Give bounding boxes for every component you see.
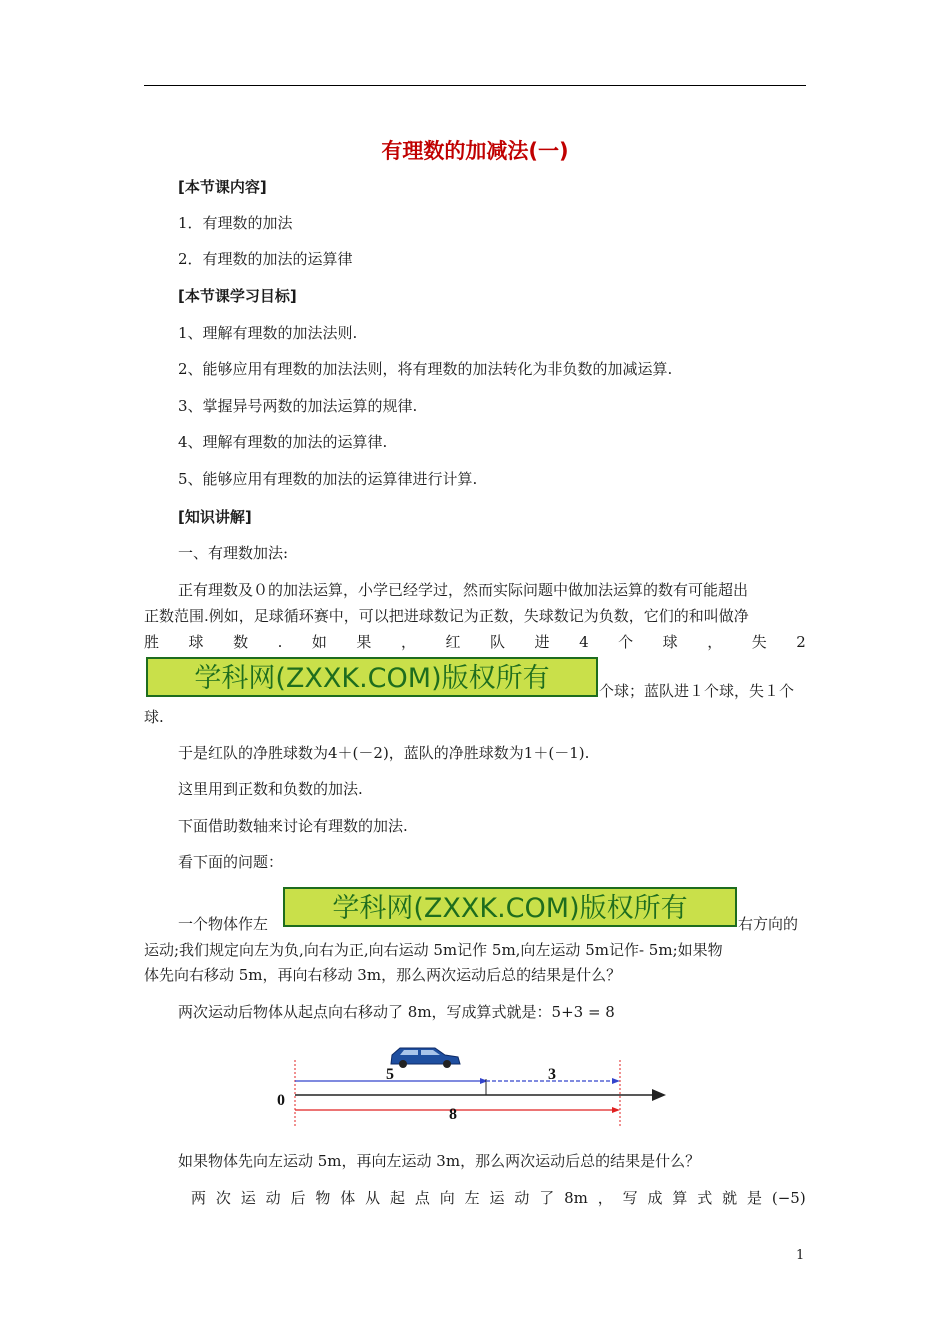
para4: 下面借助数轴来讨论有理数的加法. [178,817,408,835]
header-rule [144,85,806,86]
goal-item-5: 5、能够应用有理数的加法的运算律进行计算. [178,470,478,488]
word: 球 [188,633,204,651]
section-goals-heading: [本节课学习目标] [178,287,297,305]
word: 个 [618,633,634,651]
total-label: 8 [449,1106,457,1123]
word: 了 [539,1189,555,1207]
number-line-figure [270,1035,670,1135]
word: ， [707,633,723,651]
word: . [277,633,283,651]
page-title: 有理数的加减法(一) [381,139,569,163]
word: 式 [697,1189,713,1207]
para7: 两次运动后物体从起点向右移动了 8m，写成算式就是：5+3 = 8 [178,1003,615,1021]
word: 点 [414,1189,430,1207]
word: 动 [514,1189,530,1207]
total-arrowhead [612,1107,620,1113]
content-item-1: 1．有理数的加法 [178,214,293,232]
word: 写 [622,1189,638,1207]
word: 进 [534,633,550,651]
word: 体 [340,1189,356,1207]
word: 2 [796,633,806,651]
word: 4 [579,633,589,651]
knowledge-subheading: 一、有理数加法: [178,544,289,562]
word: 从 [365,1189,381,1207]
para1-line4-tail: 个球；蓝队进１个球，失１个 [599,682,795,700]
word: 左 [464,1189,480,1207]
para6-head: 一个物体作左 [178,915,269,933]
word: 后 [290,1189,306,1207]
para6-line3: 体先向右移动 5m，再向右移动 3m，那么两次运动后总的结果是什么？ [144,966,622,984]
goal-item-4: 4、理解有理数的加法的运算律. [178,433,388,451]
word: 胜 [144,633,160,651]
word: 球 [662,633,678,651]
word: 8m [564,1189,588,1207]
para1-line2: 正数范围.例如，足球循环赛中，可以把进球数记为正数，失球数记为负数，它们的和叫做净 [144,607,749,625]
para3: 这里用到正数和负数的加法. [178,780,363,798]
watermark-banner: 学科网(ZXXK.COM)版权所有 [283,887,737,927]
word: 次 [215,1189,231,1207]
word: 红 [445,633,461,651]
word: 两 [191,1189,207,1207]
para6-tail: 右方向的 [738,915,799,933]
word: 就 [722,1189,738,1207]
word: 失 [751,633,767,651]
para9-line1 [191,1188,806,1208]
para1-line1: 正有理数及０的加法运算，小学已经学过，然而实际问题中做加法运算的数有可能超出 [178,581,749,599]
word: 向 [439,1189,455,1207]
word: 动 [265,1189,281,1207]
section-knowledge-heading: [知识讲解] [178,508,252,526]
para1-line5: 球. [144,708,164,726]
goal-item-3: 3、掌握异号两数的加法运算的规律. [178,397,418,415]
word: ， [400,633,416,651]
word: 成 [647,1189,663,1207]
para1-line3 [144,632,806,652]
origin-label: 0 [277,1092,285,1109]
goal-item-2: 2、能够应用有理数的加法法则，将有理数的加法转化为非负数的加减运算. [178,360,673,378]
watermark-banner: 学科网(ZXXK.COM)版权所有 [146,657,598,697]
word: ， [597,1189,613,1207]
word: 队 [490,633,506,651]
para5: 看下面的问题： [178,853,284,871]
para2: 于是红队的净胜球数为4＋(－2)，蓝队的净胜球数为1＋(－1). [178,744,590,762]
goal-item-1: 1、理解有理数的加法法则. [178,324,358,342]
word: 起 [390,1189,406,1207]
segment2-label: 3 [548,1066,556,1083]
page-number: 1 [796,1248,805,1263]
para8: 如果物体先向左运动 5m，再向左运动 3m，那么两次运动后总的结果是什么？ [178,1152,701,1170]
content-item-2: 2．有理数的加法的运算律 [178,250,353,268]
word: 数 [233,633,249,651]
word: 运 [240,1189,256,1207]
axis-arrowhead [652,1089,666,1101]
car-icon [391,1048,460,1068]
word: (−5) [771,1189,806,1207]
segment1-label: 5 [386,1066,394,1083]
word: 果 [356,633,372,651]
word: 是 [747,1189,763,1207]
word: 如 [311,633,327,651]
word: 运 [489,1189,505,1207]
word: 物 [315,1189,331,1207]
segment2-arrowhead [612,1078,620,1084]
section-content-heading: [本节课内容] [178,178,267,196]
word: 算 [672,1189,688,1207]
para6-line2: 运动;我们规定向左为负,向右为正,向右运动 5m记作 5m,向左运动 5m记作- 5m;如果物 [144,941,723,959]
